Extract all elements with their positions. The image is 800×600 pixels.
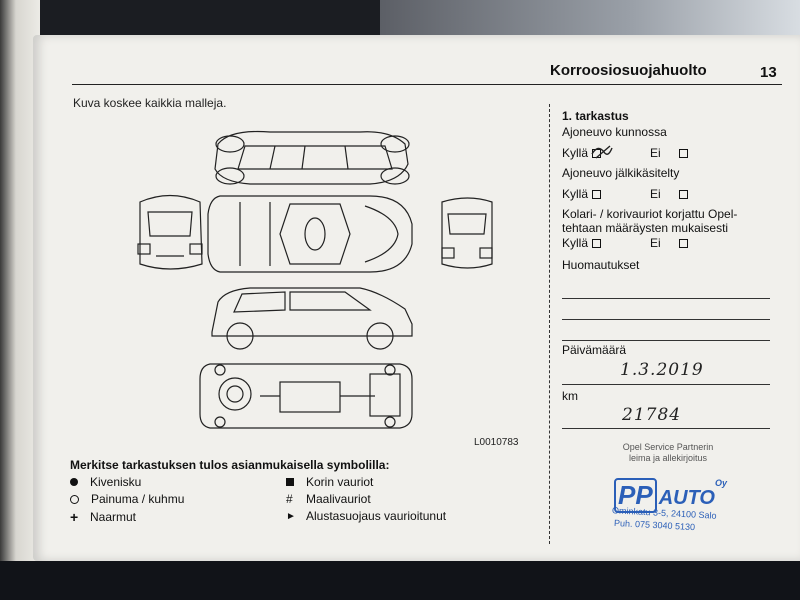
legend-item-dent [70,492,184,506]
no-checkbox[interactable] [679,239,688,248]
car-plan-view [208,196,412,272]
plus-symbol-icon: + [70,509,79,525]
no-checkbox[interactable] [679,149,688,158]
yes-checkbox[interactable] [592,239,601,248]
stamp-logo-suffix: Oy [715,478,728,488]
date-line [562,384,770,385]
dot-symbol-icon [70,478,78,486]
legend-item-underbody-damage [286,509,446,523]
date-value[interactable]: 1.3.2019 [620,360,704,380]
remarks-line [562,340,770,341]
question-repairs-line1: Kolari- / korivauriot korjattu Opel- [562,207,738,221]
legend-label: Alustasuojaus vaurioitunut [306,509,447,523]
handwritten-cross-mark [590,142,616,162]
no-label: Ei [650,146,661,160]
column-divider [549,104,550,544]
remarks-line [562,298,770,299]
answer-row-3-no [650,236,688,250]
remarks-line [562,319,770,320]
square-symbol-icon [286,478,294,486]
stamp-logo-text: AUTO [658,487,715,509]
hash-symbol-icon: # [286,492,293,506]
stamp-pp-mark: PP [614,478,657,513]
yes-label: Kyllä [562,146,589,160]
yes-label: Kyllä [562,236,589,250]
car-front-view [442,198,492,268]
ring-symbol-icon [70,495,79,504]
legend-title: Merkitse tarkastuksen tulos asianmukaisella symbolilla: [70,458,390,472]
no-label: Ei [650,236,661,250]
page-title: Korroosiosuojahuolto [550,62,707,79]
km-line [562,428,770,429]
legend-item-paint-damage [286,492,371,506]
car-diagram [130,124,530,434]
inspection-title: 1. tarkastus [562,109,629,123]
stamp-caption-line: leima ja allekirjoitus [628,453,708,463]
question-condition: Ajoneuvo kunnossa [562,125,667,139]
no-checkbox[interactable] [679,190,688,199]
triangle-symbol-icon: ► [286,510,296,522]
image-code: L0010783 [474,437,519,448]
legend-label: Korin vauriot [306,475,374,489]
car-side-view [212,288,412,349]
remarks-label: Huomautukset [562,258,640,272]
header-rule [72,84,782,85]
answer-row-2-no [650,187,688,201]
legend-item-scratch [70,509,136,525]
yes-checkbox[interactable] [592,190,601,199]
date-label: Päivämäärä [562,343,627,357]
no-label: Ei [650,187,661,201]
answer-row-1-no [650,146,688,160]
answer-row-2 [562,187,601,201]
km-value[interactable]: 21784 [622,405,682,425]
intro-text: Kuva koskee kaikkia malleja. [73,96,227,110]
question-repairs-line2: tehtaan määräysten mukaisesti [562,221,729,235]
legend-label: Painuma / kuhmu [91,492,185,506]
car-underbody-view [200,364,412,428]
legend-label: Kivenisku [90,475,142,489]
page-number: 13 [760,64,777,81]
legend-item-body-damage [286,475,373,489]
stamp-caption [603,442,733,464]
stamp-phone: Puh. 075 3040 5130 [613,517,696,533]
legend-item-stone-chip [70,475,141,489]
stamp-caption-line: Opel Service Partnerin [622,442,714,452]
car-top-view [215,132,409,185]
legend-label: Naarmut [90,510,137,524]
background-band [0,561,800,600]
car-rear-view [138,196,202,270]
background-shadow [380,0,800,40]
km-label: km [562,389,578,403]
legend-label: Maalivauriot [306,492,371,506]
stamp-address: Ominkatu 3-5, 24100 Salo [611,505,717,521]
answer-row-3 [562,236,601,250]
question-aftertreated: Ajoneuvo jälkikäsitelty [562,166,680,180]
yes-label: Kyllä [562,187,589,201]
